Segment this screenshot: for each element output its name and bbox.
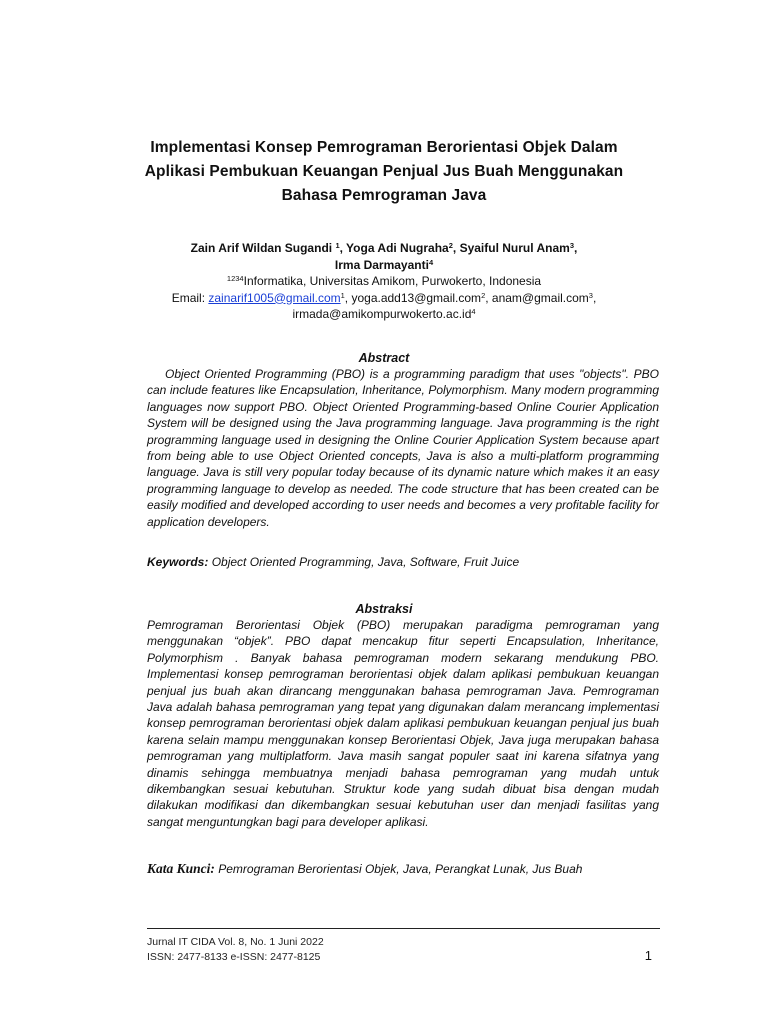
author-1-name: Zain Arif Wildan Sugandi xyxy=(190,241,336,255)
abstract-text: Object Oriented Programming (PBO) is a programming paradigm that uses "objects". PBO can include features like Encapsulation, Inheritance, Polymorphism. Many modern programming languages now support PBO. Object Oriented Programming-based Online Courier Application System will be designed using the Java programming language. Java programming is the right programming language used in designing the Online Courier Application System because apart from being able to use Object Oriented concepts, Java is also a multi-platform programming language. Java is still very popular today because of its dynamic nature which makes it an easy programming language to develop as needed. The code structure that has been created can be easily modified and developed according to user needs and becomes a very profitable facility for application developers. xyxy=(147,367,659,529)
paper-title xyxy=(130,136,638,208)
author-line-comma: , xyxy=(573,241,578,255)
email-4-sup: 4 xyxy=(471,307,476,316)
kata-kunci-text: Pemrograman Berorientasi Objek, Java, Perangkat Lunak, Jus Buah xyxy=(214,862,583,876)
email-2-sup: 2 xyxy=(481,290,486,300)
abstract-body xyxy=(147,366,659,530)
email-3: , anam@gmail.com xyxy=(485,290,589,305)
email-3-sup: 3 xyxy=(588,290,593,300)
title-line-1: Implementasi Konsep Pemrograman Berorientasi Objek Dalam xyxy=(150,139,618,156)
author-2-name: , Yoga Adi Nugraha xyxy=(339,241,449,255)
author-2-sup: 2 xyxy=(448,241,453,250)
author-3-sup: 3 xyxy=(569,241,574,250)
page-number: 1 xyxy=(644,948,652,963)
email-3-tail: , xyxy=(592,290,597,305)
email-line-2 xyxy=(130,306,638,323)
footer-issn: ISSN: 2477-8133 e-ISSN: 2477-8125 xyxy=(147,951,321,963)
affiliation-text: Informatika, Universitas Amikom, Purwokerto, Indonesia xyxy=(243,274,542,288)
author-1-sup: 1 xyxy=(335,241,340,250)
author-block xyxy=(130,240,638,323)
email-2: , yoga.add13@gmail.com xyxy=(344,290,482,305)
email-1-sup: 1 xyxy=(340,290,345,300)
keywords-label: Keywords: xyxy=(147,555,209,569)
email-label: Email: xyxy=(171,290,209,305)
footer-divider xyxy=(147,928,660,929)
title-line-3: Bahasa Pemrograman Java xyxy=(281,187,487,204)
kata-kunci-label: Kata Kunci: xyxy=(147,861,215,876)
footer-journal: Jurnal IT CIDA Vol. 8, No. 1 Juni 2022 xyxy=(147,936,324,948)
author-names-line-2 xyxy=(130,257,638,274)
keywords-text: Object Oriented Programming, Java, Software, Fruit Juice xyxy=(208,555,520,569)
abstraksi-body xyxy=(147,617,659,830)
affiliation-sup: 1234 xyxy=(226,274,244,283)
email-4: irmada@amikompurwokerto.ac.id xyxy=(292,307,472,321)
author-names-line-1 xyxy=(130,240,638,257)
email-line-1 xyxy=(130,290,638,307)
keywords-line xyxy=(147,554,659,570)
author-4-name: Irma Darmayanti xyxy=(334,257,429,272)
author-4-sup: 4 xyxy=(428,257,434,267)
abstraksi-text: Pemrograman Berorientasi Objek (PBO) merupakan paradigma pemrograman yang menggunakan “objek”. PBO dapat mencakup fitur seperti Encapsulation, Inheritance, Polymorphism . Banyak bahasa pemrograman modern sekarang mendukung PBO. Implementasi konsep pemrograman berorientasi objek dalam aplikasi pembukuan keuangan penjual jus buah akan dirancang menggunakan bahasa pemrograman Java. Pemrograman Java adalah bahasa pemrograman yang tepat yang digunakan dalam merancang implementasi konsep pemrograman berorientasi objek dalam aplikasi pembukuan keuangan penjual jus buah karena selain mampu menggunakan konsep Berorientasi Objek, Java juga merupakan bahasa pemrograman yang multiplatform. Java masih sangat populer saat ini karena sifatnya yang dinamis sehingga membuatnya menjadi bahasa pemrograman yang mudah untuk dikembangkan sesuai kebutuhan. Struktur kode yang sudah dibuat bisa dengan mudah dilakukan modifikasi dan dikembangkan sesuai kebutuhan user dan menjadi fasilitas yang sangat menguntungkan bagi para developer aplikasi. xyxy=(147,618,659,829)
abstraksi-heading: Abstraksi xyxy=(355,602,413,616)
affiliation xyxy=(130,273,638,290)
email-link-1[interactable]: zainarif1005@gmail.com xyxy=(208,290,341,305)
title-line-2: Aplikasi Pembukuan Keuangan Penjual Jus Buah Menggunakan xyxy=(144,163,624,180)
abstract-heading: Abstract xyxy=(358,351,410,365)
kata-kunci-line xyxy=(147,861,659,877)
author-3-name: , Syaiful Nurul Anam xyxy=(452,241,570,255)
